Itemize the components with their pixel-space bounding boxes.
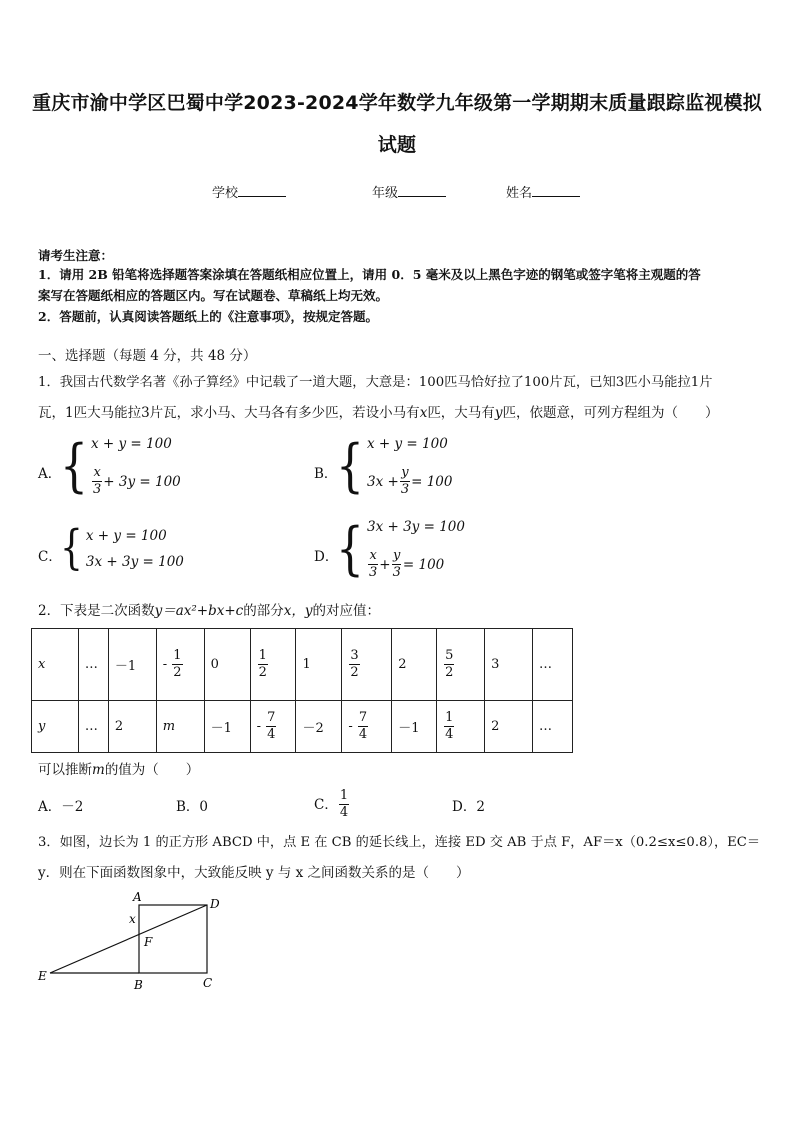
q2-option-a[interactable]: A．－2 (38, 799, 84, 815)
table-x-cell-3: - $\frac{1}{2}$ (156, 629, 204, 701)
table-x-cell-0: x (32, 629, 79, 701)
notice-heading: 请考生注意： (38, 248, 114, 263)
q3-line2: y．则在下面函数图象中，大致能反映 y 与 x 之间函数关系的是（ ） (38, 865, 470, 881)
table-x-cell-6: 1 (296, 629, 342, 701)
q1-b-eq2: 3x + $\frac{y}{3}$ = 100 (367, 465, 453, 497)
table-x-cell-7: $\frac{3}{2}$ (342, 629, 392, 701)
q1-option-c-label[interactable]: C． (38, 549, 62, 565)
school-field (212, 182, 286, 201)
label-a: A (133, 890, 142, 904)
table-y-cell-4: －1 (204, 701, 250, 753)
label-b: B (134, 978, 143, 992)
table-y-cell-2: 2 (108, 701, 156, 753)
q1-option-a[interactable]: { x + y = 100 $\frac{x}{3}$ + 3y = 100 (60, 433, 181, 500)
grade-label: 年级 (372, 186, 399, 201)
table-row-y (32, 701, 573, 753)
value-table (31, 628, 573, 753)
q1-option-d[interactable]: { 3x + 3y = 100 $\frac{x}{3}$ + $\frac{y}{3}$ = 100 (336, 516, 465, 583)
q1-line2: 瓦，1匹大马能拉3片瓦，求小马、大马各有多少匹，若设小马有x匹，大马有y匹，依题意，可列方程组为（ ） (38, 405, 719, 421)
table-y-cell-3: m (156, 701, 204, 753)
table-x-cell-11: … (532, 629, 572, 701)
q1-a-eq2: $\frac{x}{3}$ + 3y = 100 (93, 465, 181, 497)
q2-option-b[interactable]: B．0 (176, 799, 209, 815)
name-label: 姓名 (506, 186, 533, 201)
notice-item2: 2．答题前，认真阅读答题纸上的《注意事项》，按规定答题。 (38, 309, 378, 324)
table-y-cell-10: 2 (485, 701, 533, 753)
notice-item1-b: 案写在答题纸相应的答题区内。写在试题卷、草稿纸上均无效。 (38, 288, 389, 303)
label-f: F (144, 935, 153, 949)
name-field (506, 182, 580, 201)
table-x-cell-2: －1 (108, 629, 156, 701)
q1-option-b-label[interactable]: B． (314, 466, 338, 482)
q2-option-d[interactable]: D．2 (452, 799, 485, 815)
label-d: D (210, 897, 220, 911)
table-x-cell-4: 0 (204, 629, 250, 701)
q1-d-eq1: 3x + 3y = 100 (367, 519, 465, 535)
table-y-cell-0: y (32, 701, 79, 753)
grade-field (372, 182, 446, 201)
q1-b-eq1: x + y = 100 (367, 436, 448, 452)
q3-square-figure (30, 888, 230, 998)
table-x-cell-9: $\frac{5}{2}$ (437, 629, 485, 701)
q1-d-eq2: $\frac{x}{3}$ + $\frac{y}{3}$ = 100 (369, 548, 445, 580)
table-y-cell-6: －2 (296, 701, 342, 753)
table-y-cell-9: $\frac{1}{4}$ (437, 701, 485, 753)
table-y-cell-8: －1 (392, 701, 437, 753)
q1-a-eq1: x + y = 100 (91, 436, 172, 452)
table-y-cell-5: - $\frac{7}{4}$ (250, 701, 296, 753)
q1-line1: 1．我国古代数学名著《孙子算经》中记载了一道大题，大意是：100匹马恰好拉了100片瓦，已知3匹小马能拉1片 (38, 375, 713, 390)
label-x: x (129, 912, 136, 926)
q2-question: 可以推断m的值为（ ） (38, 762, 200, 778)
q1-c-eq1: x + y = 100 (85, 528, 167, 544)
q1-option-c[interactable]: { x + y = 100 3x + 3y = 100 (60, 521, 184, 575)
q1-c-eq2: 3x + 3y = 100 (85, 554, 184, 570)
page-title: 重庆市渝中学区巴蜀中学2023-2024学年数学九年级第一学期期末质量跟踪监视模拟 (32, 92, 762, 114)
q1-option-d-label[interactable]: D． (314, 549, 339, 565)
table-x-cell-10: 3 (485, 629, 533, 701)
notice-item1-a: 1．请用 2B 铅笔将选择题答案涂填在答题纸相应位置上，请用 0．5 毫米及以上黑色字迹的钢笔或签字笔将主观题的答 (38, 267, 701, 282)
table-row-x (32, 629, 573, 701)
label-c: C (203, 976, 213, 990)
section-heading: 一、选择题（每题 4 分，共 48 分） (38, 348, 257, 364)
table-y-cell-7: - $\frac{7}{4}$ (342, 701, 392, 753)
q3-line1: 3．如图，边长为 1 的正方形 ABCD 中，点 E 在 CB 的延长线上，连接 ED 交 AB 于点 F，AF＝x（0.2≤x≤0.8），EC＝ (38, 835, 761, 850)
table-y-cell-11: … (532, 701, 572, 753)
table-x-cell-8: 2 (392, 629, 437, 701)
q1-option-a-label[interactable]: A． (38, 466, 62, 482)
page-title-line2: 试题 (377, 134, 417, 156)
table-x-cell-5: $\frac{1}{2}$ (250, 629, 296, 701)
school-label: 学校 (212, 186, 239, 201)
q2-stem: 2．下表是二次函数y＝ax²+bx+c的部分x，y的对应值： (38, 603, 380, 619)
label-e: E (38, 969, 47, 983)
table-x-cell-1: … (78, 629, 108, 701)
table-y-cell-1: … (78, 701, 108, 753)
q1-option-b[interactable]: { x + y = 100 3x + $\frac{y}{3}$ = 100 (336, 433, 453, 500)
q2-option-c[interactable]: C． $\frac{1}{4}$ (314, 788, 349, 820)
